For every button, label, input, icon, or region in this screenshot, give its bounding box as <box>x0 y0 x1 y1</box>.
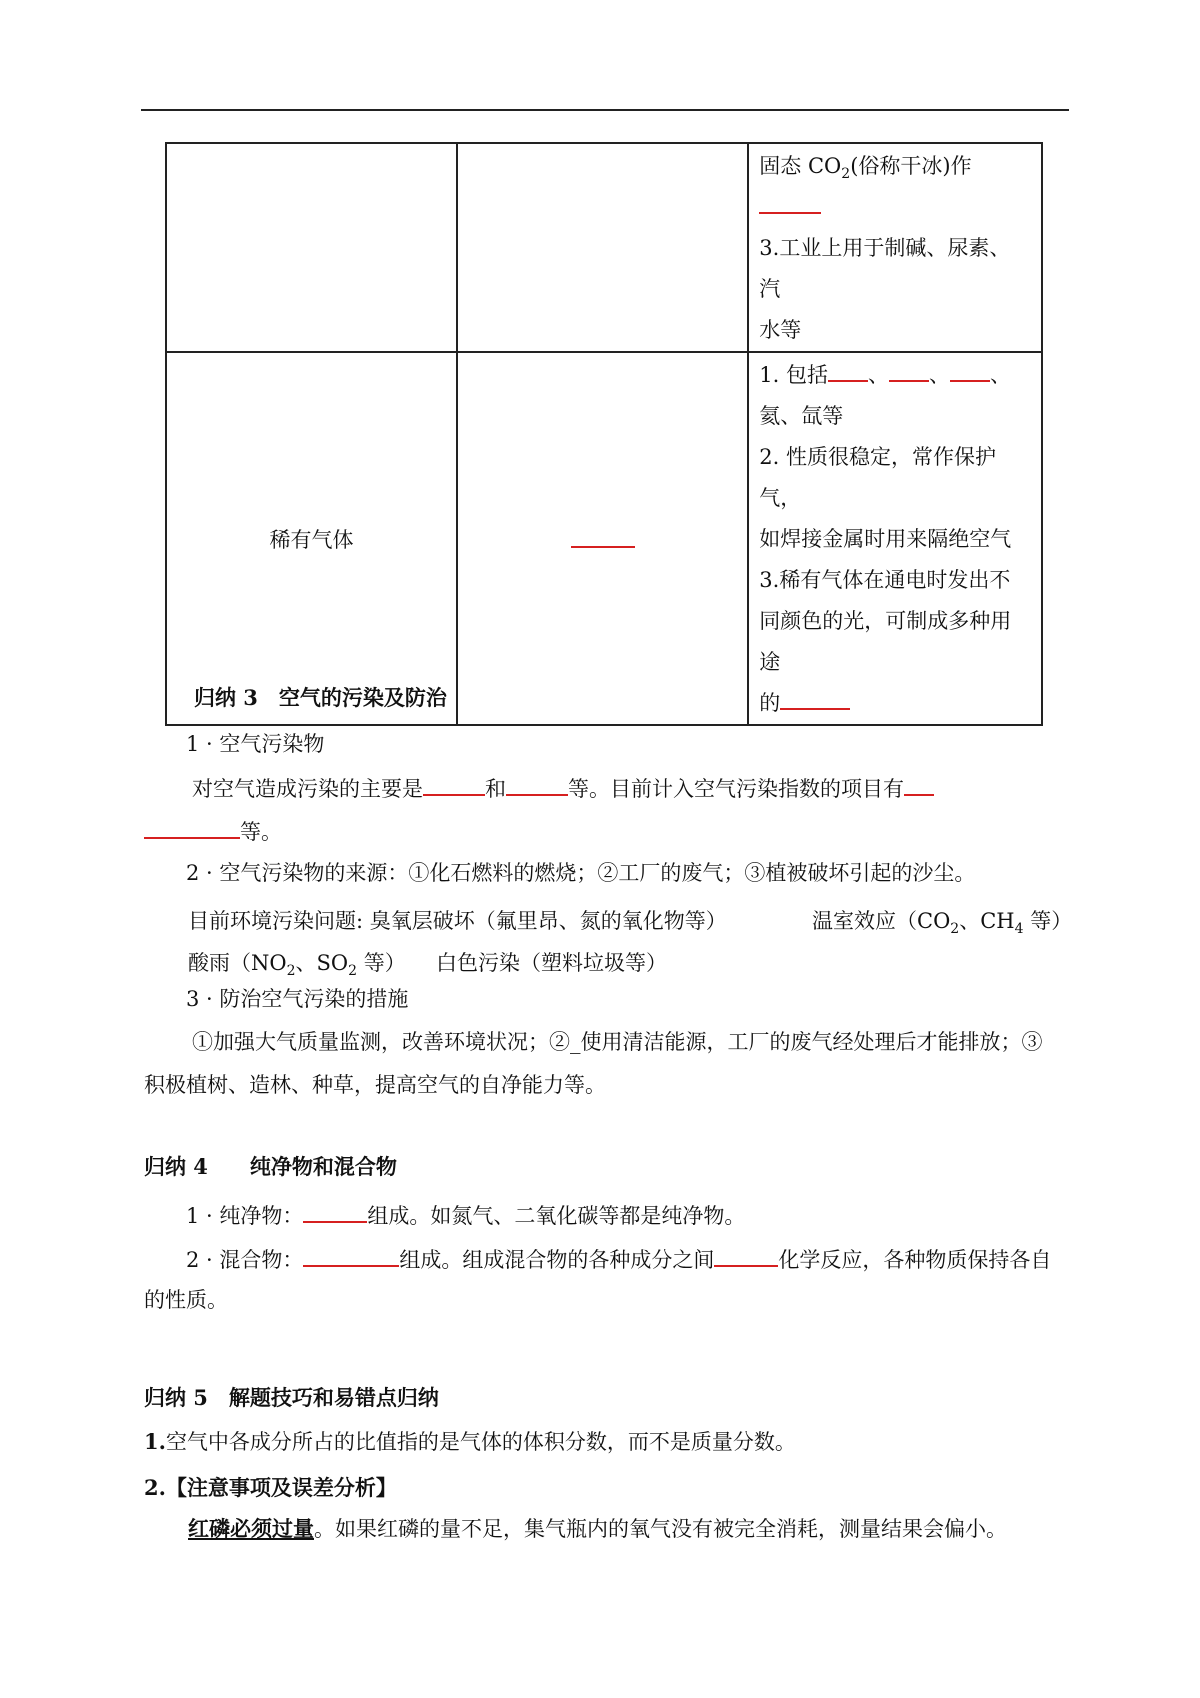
table-cell <box>457 352 748 725</box>
emphasis-text: 红磷必须过量 <box>188 1516 314 1541</box>
section-5-title: 归纳 5 解题技巧和易错点归纳 <box>144 1385 439 1410</box>
table-row <box>166 143 1042 352</box>
paragraph: 2 · 混合物： 组成。组成混合物的各种成分之间 化学反应，各种物质保持各自 <box>186 1243 1051 1275</box>
table-cell <box>166 143 457 352</box>
paragraph: 白色污染（塑料垃圾等） <box>436 951 667 975</box>
answer-blank <box>571 524 635 548</box>
section-3-title: 归纳 3 空气的污染及防治 <box>194 685 447 710</box>
answer-blank <box>780 686 850 710</box>
answer-blank <box>423 772 485 796</box>
table-cell <box>457 143 748 352</box>
answer-blank <box>759 190 821 214</box>
rare-gas-label: 稀有气体 <box>166 352 457 725</box>
paragraph: 1 · 空气污染物 <box>186 732 325 756</box>
answer-blank <box>950 358 990 382</box>
co2-industrial-text: 3.工业上用于制碱、尿素、汽 <box>759 236 1011 301</box>
table-cell: 1. 包括 、 、 、 氦、氙等 2. 性质很稳定，常作保护气， 如焊接金属时用来隔绝空气 3.稀有气体在通电时发出不 同颜色的光，可制成多种用途 的 <box>748 352 1042 725</box>
paragraph: 对空气造成污染的主要是 和 等。目前计入空气污染指数的项目有 <box>192 772 934 804</box>
answer-blank <box>714 1243 778 1267</box>
table-cell: 固态 $CO_2$(俗称干冰)作 3.工业上用于制碱、尿素、汽 水等 <box>748 143 1042 352</box>
section-4-title: 归纳 4 纯净物和混合物 <box>144 1154 397 1179</box>
gas-uses-table <box>165 142 1043 726</box>
note-heading: 2.【注意事项及误差分析】 <box>144 1475 397 1500</box>
answer-blank <box>506 772 568 796</box>
paragraph: 3 · 防治空气污染的措施 <box>186 987 409 1011</box>
answer-blank <box>889 358 929 382</box>
answer-blank <box>828 358 868 382</box>
header-rule <box>141 109 1069 111</box>
answer-blank <box>144 815 240 839</box>
paragraph: 1 · 纯净物： 组成。如氮气、二氧化碳等都是纯净物。 <box>186 1199 745 1231</box>
paragraph: 2 · 空气污染物的来源：①化石燃料的燃烧；②工厂的废气；③植被破坏引起的沙尘。 <box>186 861 976 885</box>
paragraph: ①加强大气质量监测，改善环境状况；②_使用清洁能源，工厂的废气经处理后才能排放；③ <box>192 1030 1043 1054</box>
paragraph: 积极植树、造林、种草，提高空气的自净能力等。 <box>144 1073 606 1097</box>
paragraph: 1.空气中各成分所占的比值指的是气体的体积分数，而不是质量分数。 <box>144 1429 796 1454</box>
paragraph: 酸雨（$NO_2$、$SO_2$ 等） <box>188 951 406 979</box>
paragraph: 红磷必须过量。如果红磷的量不足，集气瓶内的氧气没有被完全消耗，测量结果会偏小。 <box>188 1516 1007 1541</box>
paragraph: 等。 <box>144 815 282 847</box>
co2-use-text: 固态 CO <box>759 154 842 178</box>
paragraph: 的性质。 <box>144 1288 228 1312</box>
answer-blank <box>303 1243 399 1267</box>
answer-blank <box>303 1199 367 1223</box>
paragraph: 目前环境污染问题: 臭氧层破坏（氟里昂、氮的氧化物等） <box>188 909 727 933</box>
answer-blank <box>904 772 934 796</box>
paragraph: 温室效应（$CO_2$、$CH_4$ 等） <box>812 909 1073 937</box>
table-row <box>166 352 1042 725</box>
